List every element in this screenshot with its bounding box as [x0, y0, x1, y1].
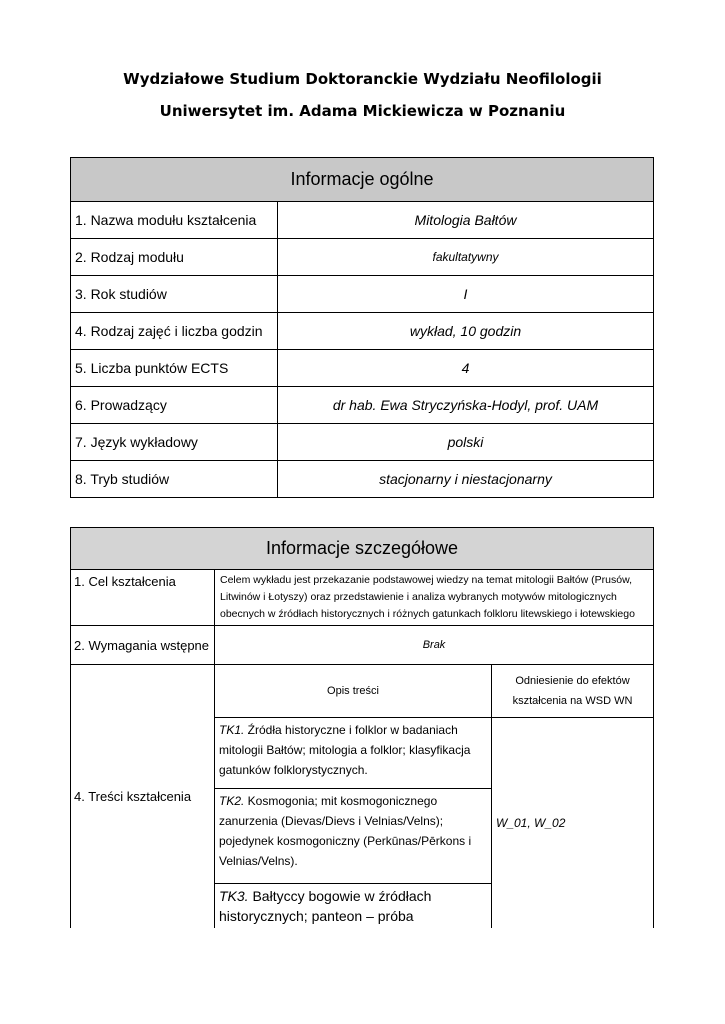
- module-type-value: fakultatywny: [278, 239, 654, 276]
- tk1-text: Źródła historyczne i folklor w badaniach mitologii Bałtów; mitologia a folklor; klasyfikacja gatunków folklorystycznych.: [219, 723, 471, 777]
- table-row: [71, 350, 654, 387]
- content-label: 4. Treści kształcenia: [71, 665, 215, 929]
- content-item-tk2: [215, 789, 492, 884]
- effects-value: W_01, W_02: [492, 718, 654, 929]
- content-item-tk1: [215, 718, 492, 789]
- study-year-value: I: [278, 276, 654, 313]
- language-value: polski: [278, 424, 654, 461]
- general-info-table: [70, 157, 654, 498]
- goal-text: Celem wykładu jest przekazanie podstawowej wiedzy na temat mitologii Bałtów (Prusów, Litwinów i Łotyszy) oraz przedstawienie i analiza wybranych motywów mitologicznych obecnych w źródłach historycznych i różnych gatunkach folkloru litewskiego i łotewskiego: [215, 570, 654, 626]
- requirements-label: 2. Wymagania wstępne: [71, 626, 215, 665]
- table-row: [71, 313, 654, 350]
- tk3-code: TK3.: [219, 888, 249, 904]
- lecturer-label: 6. Prowadzący: [71, 387, 278, 424]
- detailed-info-table: [70, 527, 654, 928]
- module-type-label: 2. Rodzaj modułu: [71, 239, 278, 276]
- effects-column-header: Odniesienie do efektów kształcenia na WSD WN: [492, 665, 654, 718]
- table-row: [71, 570, 654, 626]
- module-name-label: 1. Nazwa modułu kształcenia: [71, 202, 278, 239]
- study-year-label: 3. Rok studiów: [71, 276, 278, 313]
- study-mode-label: 8. Tryb studiów: [71, 461, 278, 498]
- table-row: [71, 626, 654, 665]
- university-name: Uniwersytet im. Adama Mickiewicza w Poznaniu: [159, 102, 566, 120]
- ects-label: 5. Liczba punktów ECTS: [71, 350, 278, 387]
- detailed-info-title: Informacje szczegółowe: [71, 528, 654, 570]
- tk1-code: TK1.: [219, 723, 245, 737]
- lecturer-value: dr hab. Ewa Stryczyńska-Hodyl, prof. UAM: [278, 387, 654, 424]
- study-mode-value: stacjonarny i niestacjonarny: [278, 461, 654, 498]
- general-info-title: Informacje ogólne: [71, 158, 654, 202]
- class-type-value: wykład, 10 godzin: [278, 313, 654, 350]
- class-type-label: 4. Rodzaj zajęć i liczba godzin: [71, 313, 278, 350]
- table-row: [71, 665, 654, 718]
- module-name-value: Mitologia Bałtów: [278, 202, 654, 239]
- tk2-text: Kosmogonia; mit kosmogonicznego zanurzenia (Dievas/Dievs i Velnias/Velns); pojedynek kosmogoniczny (Perkūnas/Pērkons i Velnias/Velns).: [219, 794, 472, 868]
- table-row: [71, 387, 654, 424]
- table-row: [71, 239, 654, 276]
- description-column-header: Opis treści: [215, 665, 492, 718]
- tk3-text: Bałtyccy bogowie w źródłach historycznych; panteon – próba: [219, 888, 432, 924]
- goal-label: 1. Cel kształcenia: [71, 570, 215, 626]
- table-row: [71, 202, 654, 239]
- document-title: Wydziałowe Studium Doktoranckie Wydziału Neofilologii: [123, 70, 602, 88]
- content-item-tk3: [215, 884, 492, 929]
- tk2-code: TK2.: [219, 794, 245, 808]
- table-row: [71, 424, 654, 461]
- ects-value: 4: [278, 350, 654, 387]
- language-label: 7. Język wykładowy: [71, 424, 278, 461]
- table-row: [71, 276, 654, 313]
- requirements-value: Brak: [215, 626, 654, 665]
- table-row: [71, 461, 654, 498]
